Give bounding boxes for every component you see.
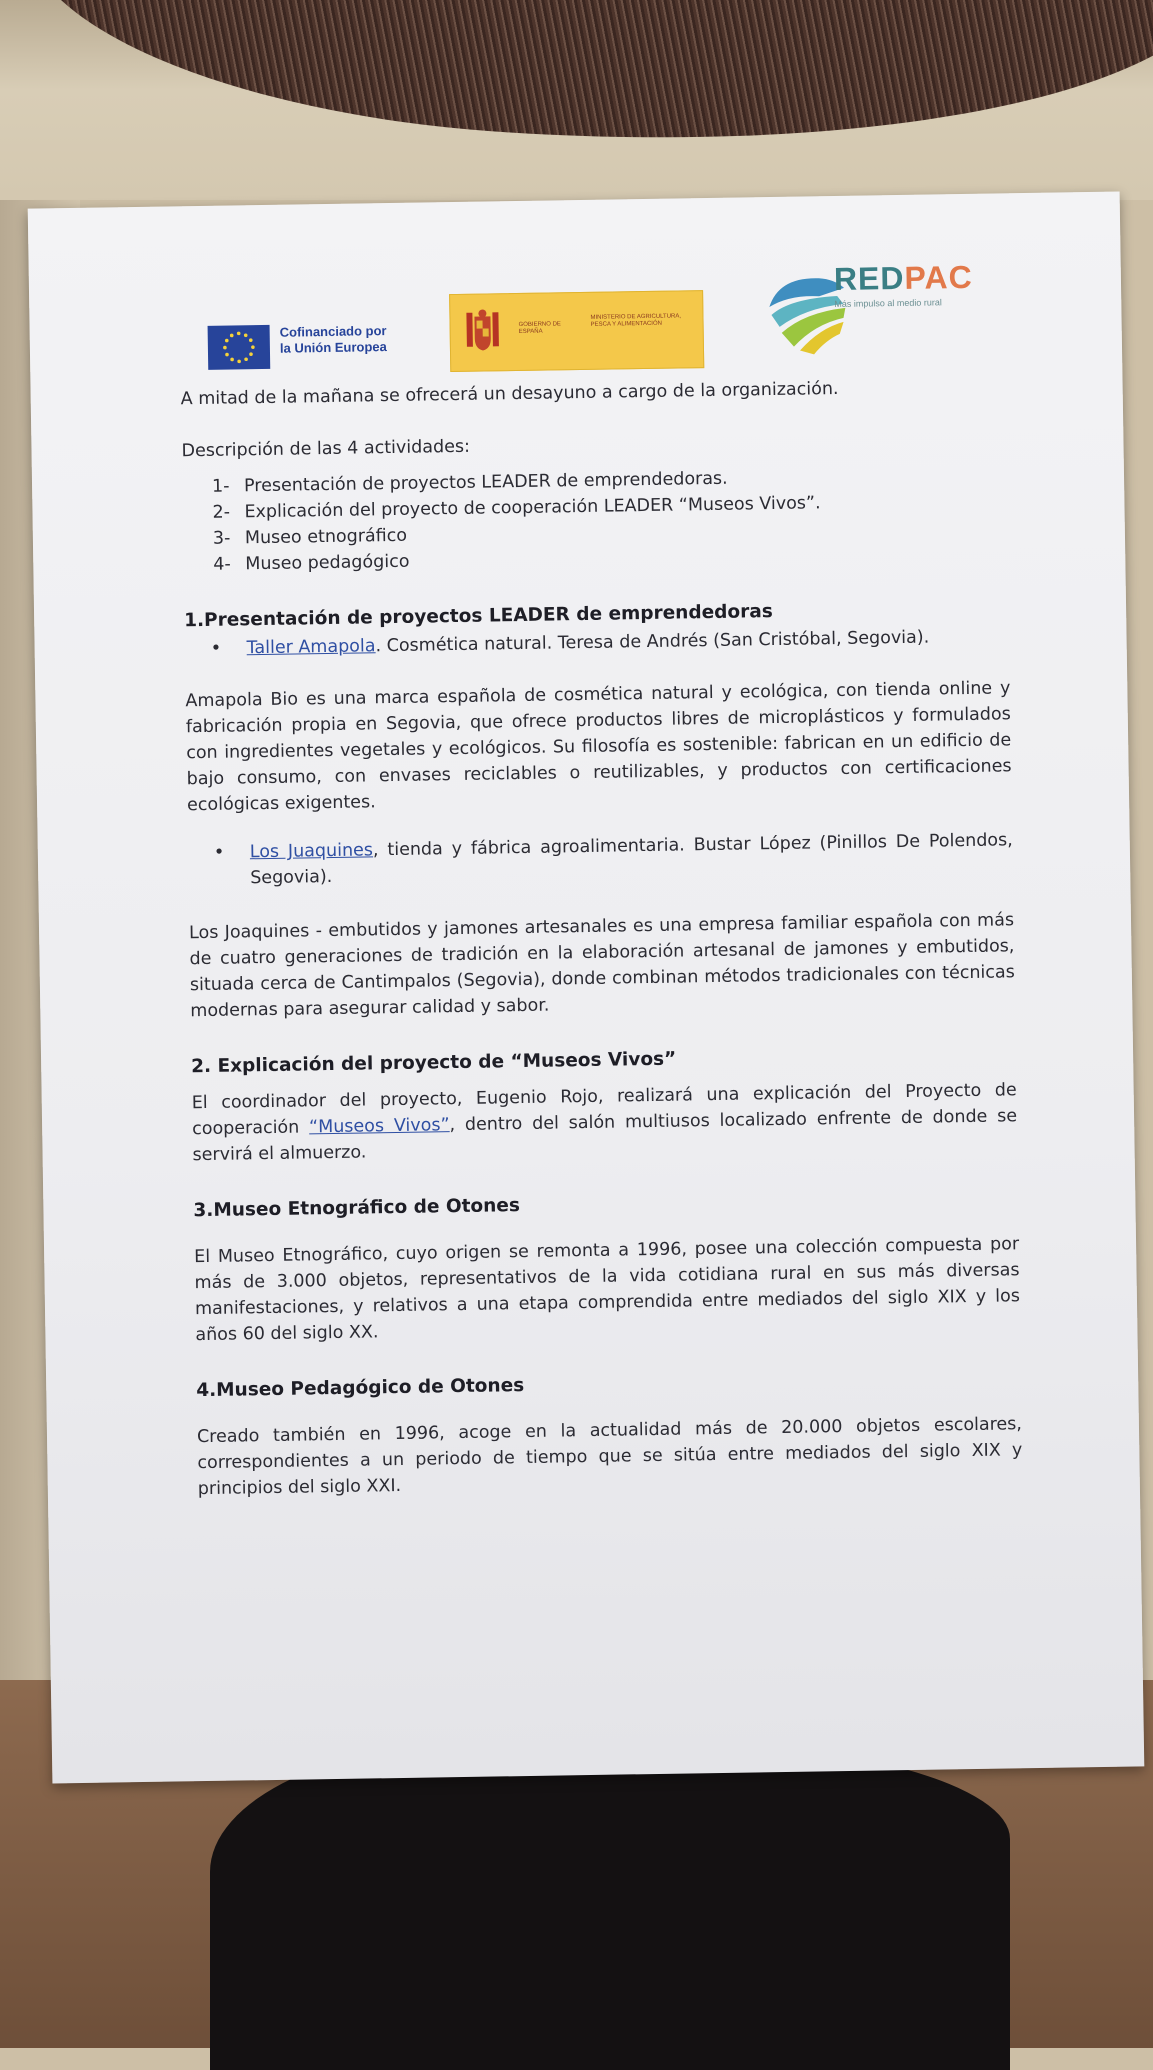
section2-heading: 2. Explicación del proyecto de “Museos Vivos” bbox=[191, 1048, 677, 1078]
logo-header bbox=[28, 192, 1123, 389]
section4-heading: 4.Museo Pedagógico de Otones bbox=[196, 1375, 525, 1402]
activity-text: Presentación de proyectos LEADER de emprendedoras. bbox=[243, 468, 728, 497]
intro-text: A mitad de la mañana se ofrecerá un desayuno a cargo de la organización. bbox=[180, 378, 839, 410]
redpac-pac: PAC bbox=[904, 258, 973, 296]
joaquines-description: Los Joaquines - embutidos y jamones artesanales es una empresa familiar española con más de cuatro generaciones de tradición en la elaboración artesanal de jamones y embutidos, situada cerca de Cantimpalos (Segovia), donde combinan métodos tradicionales con técnicas modernas para asegurar calidad y sabor. bbox=[188, 910, 1015, 1022]
section2-text-before: El coordinador del proyecto, Eugenio Rojo, realizará una explicación del Proyecto de cooperación bbox=[191, 1080, 1017, 1140]
los-juaquines-link[interactable]: Los Juaquines bbox=[249, 840, 374, 863]
redpac-wordmark bbox=[834, 259, 973, 298]
bullet2-text: , tienda y fábrica agroalimentaria. Bustar López (Pinillos De Polendos, Segovia). bbox=[250, 830, 1013, 889]
eu-cofinanced-text bbox=[280, 323, 420, 357]
activity-text: Museo etnográfico bbox=[244, 525, 408, 549]
bullet1-text: . Cosmética natural. Teresa de Andrés (San Cristóbal, Segovia). bbox=[375, 627, 930, 657]
activity-number: 4- bbox=[213, 554, 231, 575]
spain-gov-text: GOBIERNO DE ESPAÑA bbox=[518, 321, 561, 335]
eu-line1: Cofinanciado por bbox=[279, 323, 387, 340]
background-dark-object bbox=[210, 1740, 1010, 2070]
bullet-icon: • bbox=[210, 637, 222, 659]
spain-government-logo bbox=[449, 290, 704, 372]
activity-number: 3- bbox=[212, 528, 231, 549]
section3-text: El Museo Etnográfico, cuyo origen se remonta a 1996, posee una colección compuesta por más de 3.000 objetos, representativos de la vida cotidiana rural en sus más diversas manifestaciones, y relativos a una etapa comprendida entre mediados del siglo XIX y los años 60 del siglo XX. bbox=[194, 1234, 1021, 1346]
spain-coat-of-arms-icon bbox=[462, 308, 503, 357]
list-item bbox=[214, 827, 1014, 892]
eu-line2: la Unión Europea bbox=[279, 339, 387, 356]
section3-heading: 3.Museo Etnográfico de Otones bbox=[193, 1195, 521, 1222]
taller-amapola-link[interactable]: Taller Amapola bbox=[246, 636, 376, 659]
activity-text: Museo pedagógico bbox=[245, 551, 410, 575]
eu-flag-icon bbox=[208, 325, 271, 370]
activities-title: Descripción de las 4 actividades: bbox=[181, 436, 471, 462]
section1-heading: 1.Presentación de proyectos LEADER de emprendedoras bbox=[184, 601, 773, 632]
activity-number: 1- bbox=[211, 476, 230, 497]
section4-text: Creado también en 1996, acoge en la actualidad más de 20.000 objetos escolares, correspondientes a un periodo de tiempo que se sitúa entre mediados del siglo XIX y principios del siglo XXI. bbox=[196, 1414, 1023, 1500]
activities-list bbox=[182, 461, 1009, 578]
paper-document bbox=[28, 192, 1145, 1784]
amapola-description: Amapola Bio es una marca española de cosmética natural y ecológica, con tienda online y fabricación propia en Segovia, que ofrece productos libres de microplásticos y formulados con ingredientes vegetales y ecológicos. Su filosofía es sostenible: fabrican en un edificio de bajo consumo, con envases reciclables o reutilizables, y productos con certificaciones ecológicas exigentes. bbox=[185, 678, 1012, 816]
activity-text: Explicación del proyecto de cooperación LEADER “Museos Vivos”. bbox=[244, 493, 821, 523]
section1-bullet-list-2 bbox=[188, 827, 1014, 892]
bullet-icon: • bbox=[213, 841, 225, 863]
section2-text-after: , dentro del salón multiusos localizado enfrente de donde se servirá el almuerzo. bbox=[192, 1106, 1018, 1166]
redpac-red: RED bbox=[833, 259, 905, 298]
activity-number: 2- bbox=[212, 502, 231, 523]
spain-ministry-text: MINISTERIO DE AGRICULTURA, PESCA Y ALIMENTACIÓN bbox=[590, 313, 682, 328]
redpac-tagline: Más impulso al medio rural bbox=[834, 297, 942, 310]
museos-vivos-link[interactable]: “Museos Vivos” bbox=[308, 1115, 450, 1138]
section2-text bbox=[192, 1077, 1018, 1168]
document-body bbox=[181, 373, 1023, 1502]
